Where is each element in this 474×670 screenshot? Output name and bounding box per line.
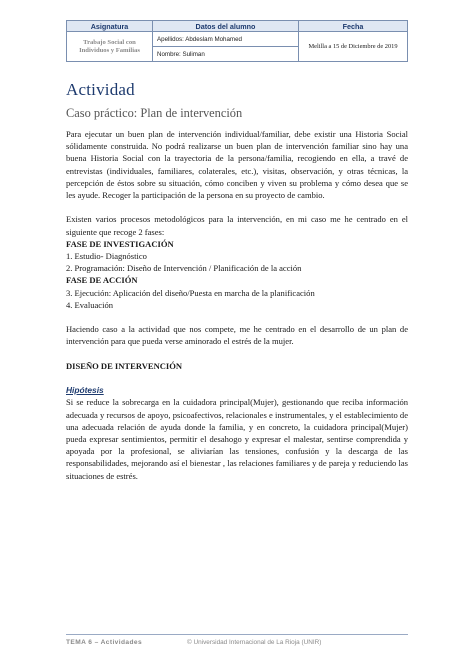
footer-copyright: © Universidad Internacional de La Rioja (UNIR) (187, 639, 322, 646)
header-col-date: Fecha (299, 21, 408, 32)
page-subtitle: Caso práctico: Plan de intervención (66, 106, 243, 120)
design-heading: DISEÑO DE INTERVENCIÓN (66, 360, 183, 371)
intro-paragraph: Para ejecutar un buen plan de intervención individual/familiar, debe existir una Historia Social sólidamente construida. No podrá realizarse un buen plan de intervención familiar sino hay una buena Historia Social con la trayectoria de la persona/familia, recogiendo en ella, a travé de entrevistas (individuales, familiares, colaterales, etc.), visitas, observación, y otras técnicas, la percepción de éstos sobre su situación, cómo conciben y viven su problema y cómo desea que se les ayude. Recoger la participación de la persona en su proyecto de cambio. (66, 129, 408, 201)
phases-intro-paragraph: Existen varios procesos metodológicos para la intervención, en mi caso me he centrado en el siguiente que recoge 2 fases: (66, 214, 408, 237)
footer-divider (66, 634, 408, 635)
phase2-item: 3. Ejecución: Aplicación del diseño/Puesta en marcha de la planificación (66, 287, 315, 298)
phase1-item: 2. Programación: Diseño de Intervención / Planificación de la acción (66, 263, 302, 274)
phase2-heading: FASE DE ACCIÓN (66, 275, 138, 286)
document-body (66, 128, 408, 482)
header-date-value: Melilla a 15 de Diciembre de 2019 (299, 32, 408, 62)
hypothesis-paragraph: Si se reduce la sobrecarga en la cuidadora principal(Mujer), gestionando que reciba información adecuada y recursos de apoyo, psicoafectivos, relacionales e instrumentales, y el establecimiento de una adecuada relación de ayuda donde la familia, y en concreto, la cuidadora principal(Mujer) pueda expresar sentimientos, permitir el desahogo y expresar el malestar, sentirse comprendida y apoyada por la profesional, se aliviarían las tensiones, confusión y la descarga de las responsabilidades, mejorando así el bienestar , las relaciones familiares y de pareja y reduciendo las situaciones de estrés. (66, 397, 408, 481)
footer-topic: TEMA 6 – Actividades (66, 639, 143, 646)
header-subject-value: Trabajo Social con Individuos y Familias (67, 32, 153, 62)
header-col-subject: Asignatura (67, 21, 153, 32)
header-name: Nombre: Suliman (153, 47, 299, 62)
phase1-heading: FASE DE INVESTIGACIÓN (66, 238, 174, 249)
hypothesis-heading: Hipótesis (66, 385, 104, 396)
page-title: Actividad (66, 80, 135, 99)
header-col-student: Datos del alumno (153, 21, 299, 32)
activity-paragraph: Haciendo caso a la actividad que nos compete, me he centrado en el desarrollo de un plan de intervención para que pueda verse aminorado el estrés de la mujer. (66, 324, 408, 347)
header-surname: Apellidos: Abdeslam Mohamed (153, 32, 299, 47)
phase2-item: 4. Evaluación (66, 299, 113, 310)
phase1-item: 1. Estudio- Diagnóstico (66, 251, 147, 262)
header-table (66, 20, 408, 62)
